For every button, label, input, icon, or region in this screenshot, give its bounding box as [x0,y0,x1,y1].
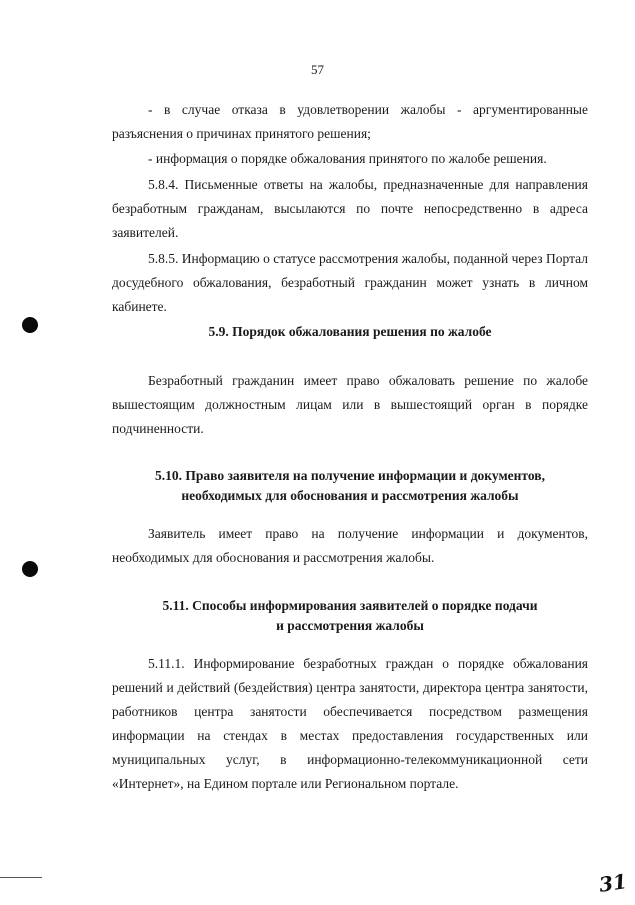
margin-rule [0,877,42,878]
heading-5-9: 5.9. Порядок обжалования решения по жалобе [208,324,492,339]
paragraph-appeal-info: - информация о порядке обжалования принятого по жалобе решения. [148,151,547,166]
binder-hole-bottom [22,561,38,577]
heading-5-11-line2: и рассмотрения жалобы [276,618,424,633]
paragraph-5-8-4: 5.8.4. Письменные ответы на жалобы, предназначенные для направления безработным гражданам, высылаются по почте непосредственно в адреса заявителей. [112,177,588,240]
heading-5-11-line1: 5.11. Способы информирования заявителей о порядке подачи [162,598,538,613]
paragraph-5-8-5: 5.8.5. Информацию о статусе рассмотрения жалобы, поданной через Портал досудебного обжалования, безработный гражданин может узнать в личном кабинете. [112,251,588,314]
paragraph-refusal-explanation: - в случае отказа в удовлетворении жалобы - аргументированные разъяснения о причинах принятого решения; [112,102,588,141]
paragraph-5-9-body: Безработный гражданин имеет право обжаловать решение по жалобе вышестоящим должностным лицам или в вышестоящий орган в порядке подчиненности. [112,373,588,436]
heading-5-10-line2: необходимых для обоснования и рассмотрения жалобы [181,488,519,503]
paragraph-5-10-body: Заявитель имеет право на получение информации и документов, необходимых для обоснования и рассмотрения жалобы. [112,526,588,565]
paragraph-5-11-1: 5.11.1. Информирование безработных граждан о порядке обжалования решений и действий (бездействия) центра занятости, директора центра занятости, работников центра занятости обеспечивается посредством размещения информации на стендах в местах предоставления государственных или муниципальных услуг, в информационно-телекоммуникационной сети «Интернет», на Едином портале или Региональном портале. [112,656,588,791]
heading-5-10 [112,466,588,506]
binder-hole-top [22,317,38,333]
heading-5-11 [112,596,588,636]
page-number: 57 [311,62,324,77]
handwritten-sheet-number: 31 [597,869,629,897]
heading-5-10-line1: 5.10. Право заявителя на получение информации и документов, [155,468,545,483]
